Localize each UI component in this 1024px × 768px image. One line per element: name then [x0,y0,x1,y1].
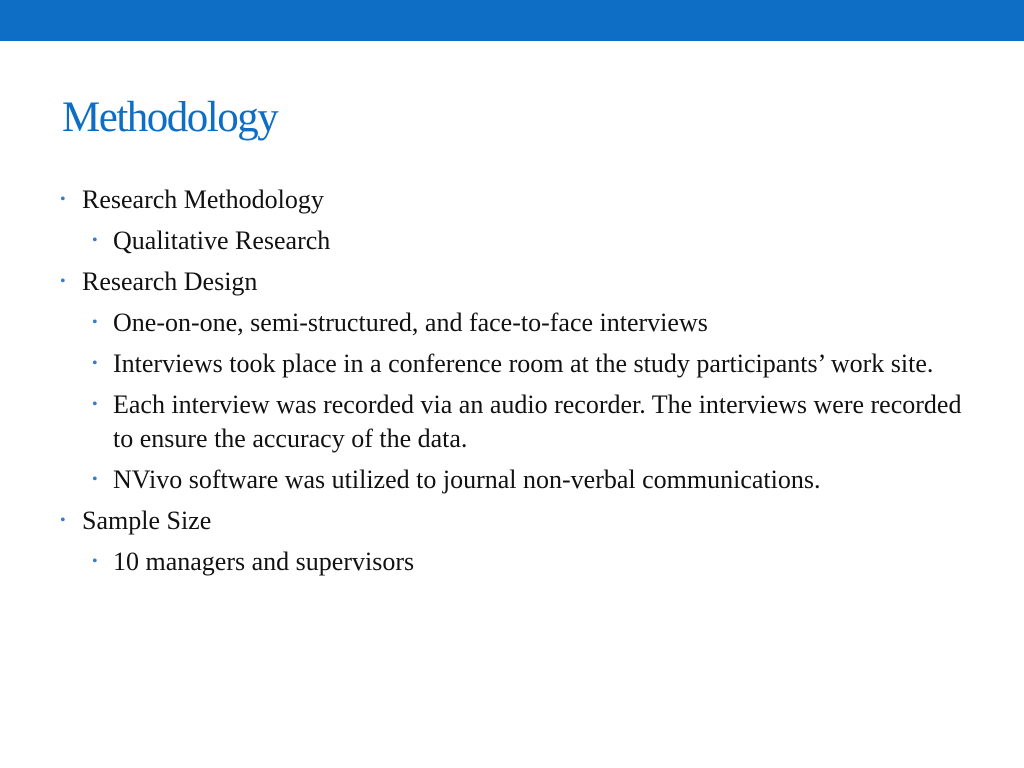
list-item [0,545,1024,579]
list-item-text: Interviews took place in a conference room at the study participants’ work site. [113,349,934,378]
list-item [0,224,1024,258]
slide-title: Methodology [62,94,278,141]
header-bar [0,0,1024,41]
bullet-icon: • [92,355,98,372]
list-item [0,504,1024,538]
bullet-icon: • [92,471,98,488]
bullet-icon: • [60,273,66,290]
list-item [0,347,1024,381]
list-item [0,265,1024,299]
list-item [0,306,1024,340]
list-item-text: One-on-one, semi-structured, and face-to-face interviews [113,308,708,337]
list-item-text: 10 managers and supervisors [113,547,415,576]
list-item [0,183,1024,217]
bullet-icon: • [92,232,98,249]
list-item-text: NVivo software was utilized to journal non-verbal communications. [113,465,821,494]
list-item-text: Qualitative Research [113,226,331,255]
bullet-icon: • [92,553,98,570]
bullet-icon: • [60,191,66,208]
bullet-icon: • [60,512,66,529]
bullet-icon: • [92,314,98,331]
list-item [0,388,1024,456]
list-item [0,463,1024,497]
list-item-text: Each interview was recorded via an audio recorder. The interviews were recorded to ensure the accuracy of the data. [113,390,962,453]
list-item-text: Research Methodology [82,185,324,214]
bullet-icon: • [92,396,98,413]
list-item-text: Research Design [82,267,258,296]
list-item-text: Sample Size [82,506,212,535]
bullet-list [0,183,1024,586]
